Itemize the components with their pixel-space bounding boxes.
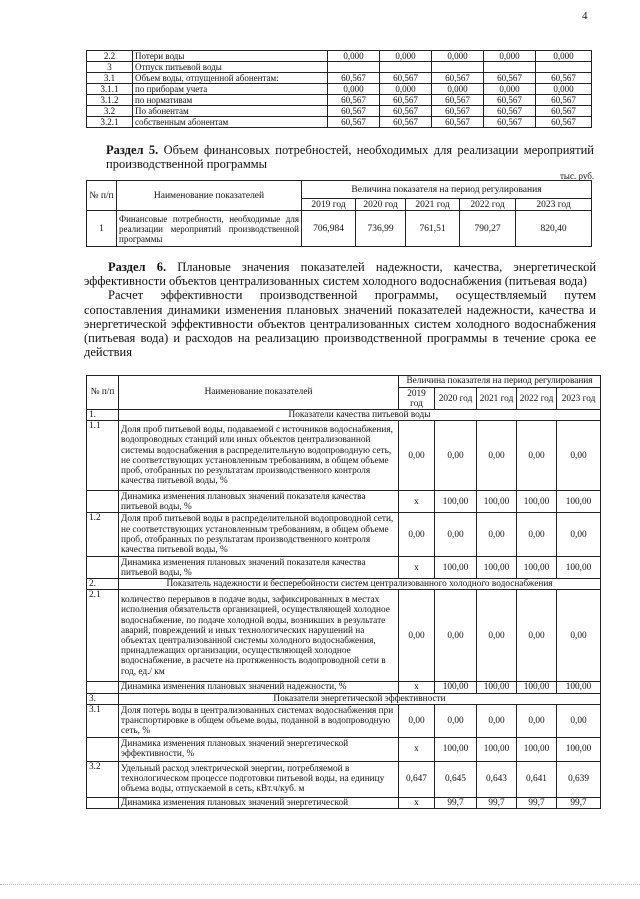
row-value: 0,000 bbox=[484, 51, 536, 62]
row-value: 0,000 bbox=[536, 84, 592, 95]
table-row bbox=[87, 95, 592, 106]
table-row bbox=[87, 513, 601, 557]
row-value: 0,00 bbox=[557, 513, 601, 557]
section-number: 3. bbox=[87, 693, 119, 704]
fin-year: 2019 год bbox=[302, 199, 356, 211]
row-value: 0,00 bbox=[399, 513, 435, 557]
row-value: 0,00 bbox=[557, 590, 601, 682]
row-value: 0,643 bbox=[477, 761, 517, 797]
section6-heading bbox=[84, 260, 596, 288]
row-value: 99,7 bbox=[477, 797, 517, 808]
row-value: 100,00 bbox=[557, 682, 601, 693]
row-number: 3.2 bbox=[87, 106, 133, 117]
row-number bbox=[87, 737, 119, 761]
row-value: 0,000 bbox=[484, 84, 536, 95]
row-value: 60,567 bbox=[328, 117, 380, 128]
row-value: 60,567 bbox=[484, 117, 536, 128]
ind-year: 2021 год bbox=[477, 388, 517, 410]
row-value: 60,567 bbox=[484, 73, 536, 84]
row-value: 0,000 bbox=[380, 84, 432, 95]
ind-year: 2023 год bbox=[557, 388, 601, 410]
row-name: Объем воды, отпущенной абонентам: bbox=[133, 73, 328, 84]
table-row bbox=[87, 106, 592, 117]
row-value: x bbox=[399, 682, 435, 693]
row-value: 60,567 bbox=[432, 106, 484, 117]
row-name: Доля проб питьевой воды, подаваемой с источников водоснабжения, водопроводных станций или иных объектов централизованной системы водоснабжения в распределительную водопроводную сеть, не соответствующих установленным требованиям, в общем объеме проб, отобранных по результатам производственного контроля качества питьевой воды, % bbox=[119, 421, 399, 491]
row-value: 0,641 bbox=[517, 761, 557, 797]
row-value: 0,000 bbox=[328, 51, 380, 62]
ind-year: 2022 год bbox=[517, 388, 557, 410]
section5-title: Объем финансовых потребностей, необходимых для реализации мероприятий производственной программы bbox=[106, 143, 594, 171]
ind-year: 2020 год bbox=[435, 388, 477, 410]
row-value: 60,567 bbox=[432, 117, 484, 128]
row-value: 0,000 bbox=[380, 51, 432, 62]
page-number: 4 bbox=[582, 10, 588, 22]
row-name: По абонентам bbox=[133, 106, 328, 117]
row-number bbox=[87, 797, 119, 808]
row-value: 60,567 bbox=[380, 106, 432, 117]
table-row bbox=[87, 737, 601, 761]
section5-heading bbox=[106, 143, 594, 171]
row-value: 100,00 bbox=[435, 682, 477, 693]
table-row bbox=[87, 761, 601, 797]
row-value: 0,00 bbox=[399, 421, 435, 491]
ind-header-num: № п/п bbox=[87, 376, 119, 410]
row-value: 0,00 bbox=[435, 704, 477, 737]
row-value: 100,00 bbox=[435, 737, 477, 761]
row-value: 100,00 bbox=[477, 737, 517, 761]
fin-value: 706,984 bbox=[302, 211, 356, 247]
row-name: Доля потерь воды в централизованных системах водоснабжения при транспортировке в общем объеме воды, поданной в водопроводную сеть, % bbox=[119, 704, 399, 737]
row-value: 100,00 bbox=[557, 491, 601, 513]
section6-label: Раздел 6. bbox=[108, 260, 167, 274]
section-title: Показатели качества питьевой воды bbox=[119, 410, 601, 421]
fin-value: 820,40 bbox=[516, 211, 592, 247]
row-value: 0,000 bbox=[432, 51, 484, 62]
table-row bbox=[87, 51, 592, 62]
row-value: 0,00 bbox=[399, 590, 435, 682]
row-value: 60,567 bbox=[328, 73, 380, 84]
row-number: 1.1 bbox=[87, 421, 119, 491]
section6-paragraph: Расчет эффективности производственной программы, осуществляемый путем сопоставления динамики изменения плановых значений показателей надежности, качества и энергетической эффективности объектов централизованных систем холодного водоснабжения (питьевая вода) и расходов на реализацию производственной программы в течение срока ее действия bbox=[84, 288, 596, 360]
financial-needs-table bbox=[86, 180, 592, 247]
fin-value: 761,51 bbox=[406, 211, 460, 247]
fin-header-name: Наименование показателей bbox=[117, 181, 302, 211]
row-number: 3.2.1 bbox=[87, 117, 133, 128]
row-value: x bbox=[399, 737, 435, 761]
section5-label: Раздел 5. bbox=[106, 143, 159, 157]
row-value: 100,00 bbox=[517, 491, 557, 513]
indicators-table bbox=[86, 375, 601, 809]
row-value: 0,000 bbox=[536, 51, 592, 62]
row-number bbox=[87, 682, 119, 693]
row-name: Динамика изменения плановых значений надежности, % bbox=[119, 682, 399, 693]
row-value: 99,7 bbox=[517, 797, 557, 808]
row-value: 0,00 bbox=[557, 421, 601, 491]
row-value: 99,7 bbox=[557, 797, 601, 808]
table-row bbox=[87, 117, 592, 128]
section5-unit: тыс. руб. bbox=[560, 171, 595, 181]
row-name: количество перерывов в подаче воды, зафиксированных в местах исполнения обязательств организацией, осуществляющей холодное водоснабжение, по подаче холодной воды, возникших в результате аварий, повреждений и иных технологических нарушений на объектах централизованной системы холодного водоснабжения, принадлежащих организации, осуществляющей холодное водоснабжение, в расчете на протяженность водопроводной сети в год, ед./ км bbox=[119, 590, 399, 682]
section-number: 2. bbox=[87, 579, 119, 590]
row-value: 100,00 bbox=[557, 557, 601, 579]
ind-header-name: Наименование показателей bbox=[119, 376, 399, 410]
section-title: Показатель надежности и бесперебойности систем централизованного холодного водоснабжения bbox=[119, 579, 601, 590]
fin-row-num: 1 bbox=[87, 211, 117, 247]
row-value: 0,00 bbox=[435, 513, 477, 557]
ind-year: 2019 год bbox=[399, 388, 435, 410]
row-name: Динамика изменения плановых значений энергетической bbox=[119, 797, 399, 808]
row-value: 60,567 bbox=[432, 73, 484, 84]
row-value: 100,00 bbox=[557, 737, 601, 761]
water-balance-table bbox=[86, 50, 592, 128]
row-value: 0,00 bbox=[557, 704, 601, 737]
table-row bbox=[87, 557, 601, 579]
row-value bbox=[432, 62, 484, 73]
row-value: 0,00 bbox=[435, 590, 477, 682]
page-bottom-divider bbox=[0, 884, 640, 885]
table-row bbox=[87, 491, 601, 513]
fin-year: 2023 год bbox=[516, 199, 592, 211]
row-number: 1.2 bbox=[87, 513, 119, 557]
row-number: 3.2 bbox=[87, 761, 119, 797]
row-value: 0,00 bbox=[477, 590, 517, 682]
row-value: 0,00 bbox=[517, 704, 557, 737]
row-number bbox=[87, 491, 119, 513]
section-row bbox=[87, 693, 601, 704]
section-row bbox=[87, 410, 601, 421]
section6-text bbox=[84, 260, 596, 359]
table-row bbox=[87, 84, 592, 95]
row-value: 60,567 bbox=[380, 73, 432, 84]
row-value: 100,00 bbox=[435, 557, 477, 579]
row-number: 3.1 bbox=[87, 704, 119, 737]
row-name: Потери воды bbox=[133, 51, 328, 62]
row-number: 2.2 bbox=[87, 51, 133, 62]
row-value bbox=[328, 62, 380, 73]
row-value bbox=[484, 62, 536, 73]
row-value: 60,567 bbox=[432, 95, 484, 106]
row-name: Доля проб питьевой воды в распределительной водопроводной сети, не соответствующих установленным требованиям, в общем объеме проб, отобранных по результатам производственного контроля качества питьевой воды, % bbox=[119, 513, 399, 557]
fin-row-name: Финансовые потребности, необходимые для реализации мероприятий производственной программы bbox=[117, 211, 302, 247]
fin-year: 2022 год bbox=[460, 199, 516, 211]
row-number: 3.1.1 bbox=[87, 84, 133, 95]
row-value: 0,645 bbox=[435, 761, 477, 797]
row-value: 100,00 bbox=[477, 491, 517, 513]
row-value: 99,7 bbox=[435, 797, 477, 808]
row-name: Отпуск питьевой воды bbox=[133, 62, 328, 73]
row-value bbox=[536, 62, 592, 73]
row-value: 60,567 bbox=[484, 106, 536, 117]
row-name: по приборам учета bbox=[133, 84, 328, 95]
row-number: 2.1 bbox=[87, 590, 119, 682]
row-value: 0,639 bbox=[557, 761, 601, 797]
row-name: Удельный расход электрической энергии, потребляемой в технологическом процессе подготовки питьевой воды, на единицу объема воды, отпускаемой в сеть, кВт.ч/куб. м bbox=[119, 761, 399, 797]
row-value: 100,00 bbox=[477, 682, 517, 693]
row-value: 60,567 bbox=[380, 117, 432, 128]
row-value: 0,000 bbox=[328, 84, 380, 95]
row-value: 60,567 bbox=[328, 106, 380, 117]
row-value: 0,00 bbox=[435, 421, 477, 491]
table-row bbox=[87, 682, 601, 693]
section-title: Показатели энергетической эффективности bbox=[119, 693, 601, 704]
table-row bbox=[87, 704, 601, 737]
row-value: 0,00 bbox=[517, 590, 557, 682]
row-number: 3 bbox=[87, 62, 133, 73]
row-value: 100,00 bbox=[517, 557, 557, 579]
row-value: x bbox=[399, 491, 435, 513]
row-value: 60,567 bbox=[380, 95, 432, 106]
table-row bbox=[87, 62, 592, 73]
fin-value: 790,27 bbox=[460, 211, 516, 247]
section6-title: Плановые значения показателей надежности, качества, энергетической эффективности объектов централизованных систем холодного водоснабжения (питьевая вода) bbox=[84, 260, 597, 289]
row-value: 0,00 bbox=[477, 421, 517, 491]
fin-year: 2021 год bbox=[406, 199, 460, 211]
fin-header-num: № п/п bbox=[87, 181, 117, 211]
row-value: 0,00 bbox=[399, 704, 435, 737]
row-value: x bbox=[399, 557, 435, 579]
row-value: 100,00 bbox=[477, 557, 517, 579]
section-number: 1. bbox=[87, 410, 119, 421]
row-value: 0,00 bbox=[477, 704, 517, 737]
section-row bbox=[87, 579, 601, 590]
row-value bbox=[380, 62, 432, 73]
row-value: 100,00 bbox=[517, 682, 557, 693]
table-row bbox=[87, 590, 601, 682]
row-value: 0,00 bbox=[517, 421, 557, 491]
row-value: 60,567 bbox=[536, 106, 592, 117]
row-name: Динамика изменения плановых значений энергетической эффективности, % bbox=[119, 737, 399, 761]
row-name: собственным абонентам bbox=[133, 117, 328, 128]
table-row bbox=[87, 421, 601, 491]
row-number: 3.1.2 bbox=[87, 95, 133, 106]
row-number bbox=[87, 557, 119, 579]
row-name: по нормативам bbox=[133, 95, 328, 106]
row-name: Динамика изменения плановых значений показателя качества питьевой воды, % bbox=[119, 557, 399, 579]
row-value: 100,00 bbox=[517, 737, 557, 761]
row-value: 60,567 bbox=[536, 73, 592, 84]
row-name: Динамика изменения плановых значений показателя качества питьевой воды, % bbox=[119, 491, 399, 513]
ind-header-period: Величина показателя на период регулирования bbox=[399, 376, 601, 388]
table-row bbox=[87, 73, 592, 84]
row-value: 0,00 bbox=[477, 513, 517, 557]
row-value: 0,00 bbox=[517, 513, 557, 557]
table-row bbox=[87, 797, 601, 808]
fin-header-period: Величина показателя на период регулирования bbox=[302, 181, 592, 199]
row-value: x bbox=[399, 797, 435, 808]
fin-value: 736,99 bbox=[356, 211, 406, 247]
row-value: 60,567 bbox=[484, 95, 536, 106]
row-value: 60,567 bbox=[536, 117, 592, 128]
row-value: 0,000 bbox=[432, 84, 484, 95]
row-value: 100,00 bbox=[435, 491, 477, 513]
row-value: 60,567 bbox=[328, 95, 380, 106]
row-number: 3.1 bbox=[87, 73, 133, 84]
row-value: 0,647 bbox=[399, 761, 435, 797]
row-value: 60,567 bbox=[536, 95, 592, 106]
fin-year: 2020 год bbox=[356, 199, 406, 211]
